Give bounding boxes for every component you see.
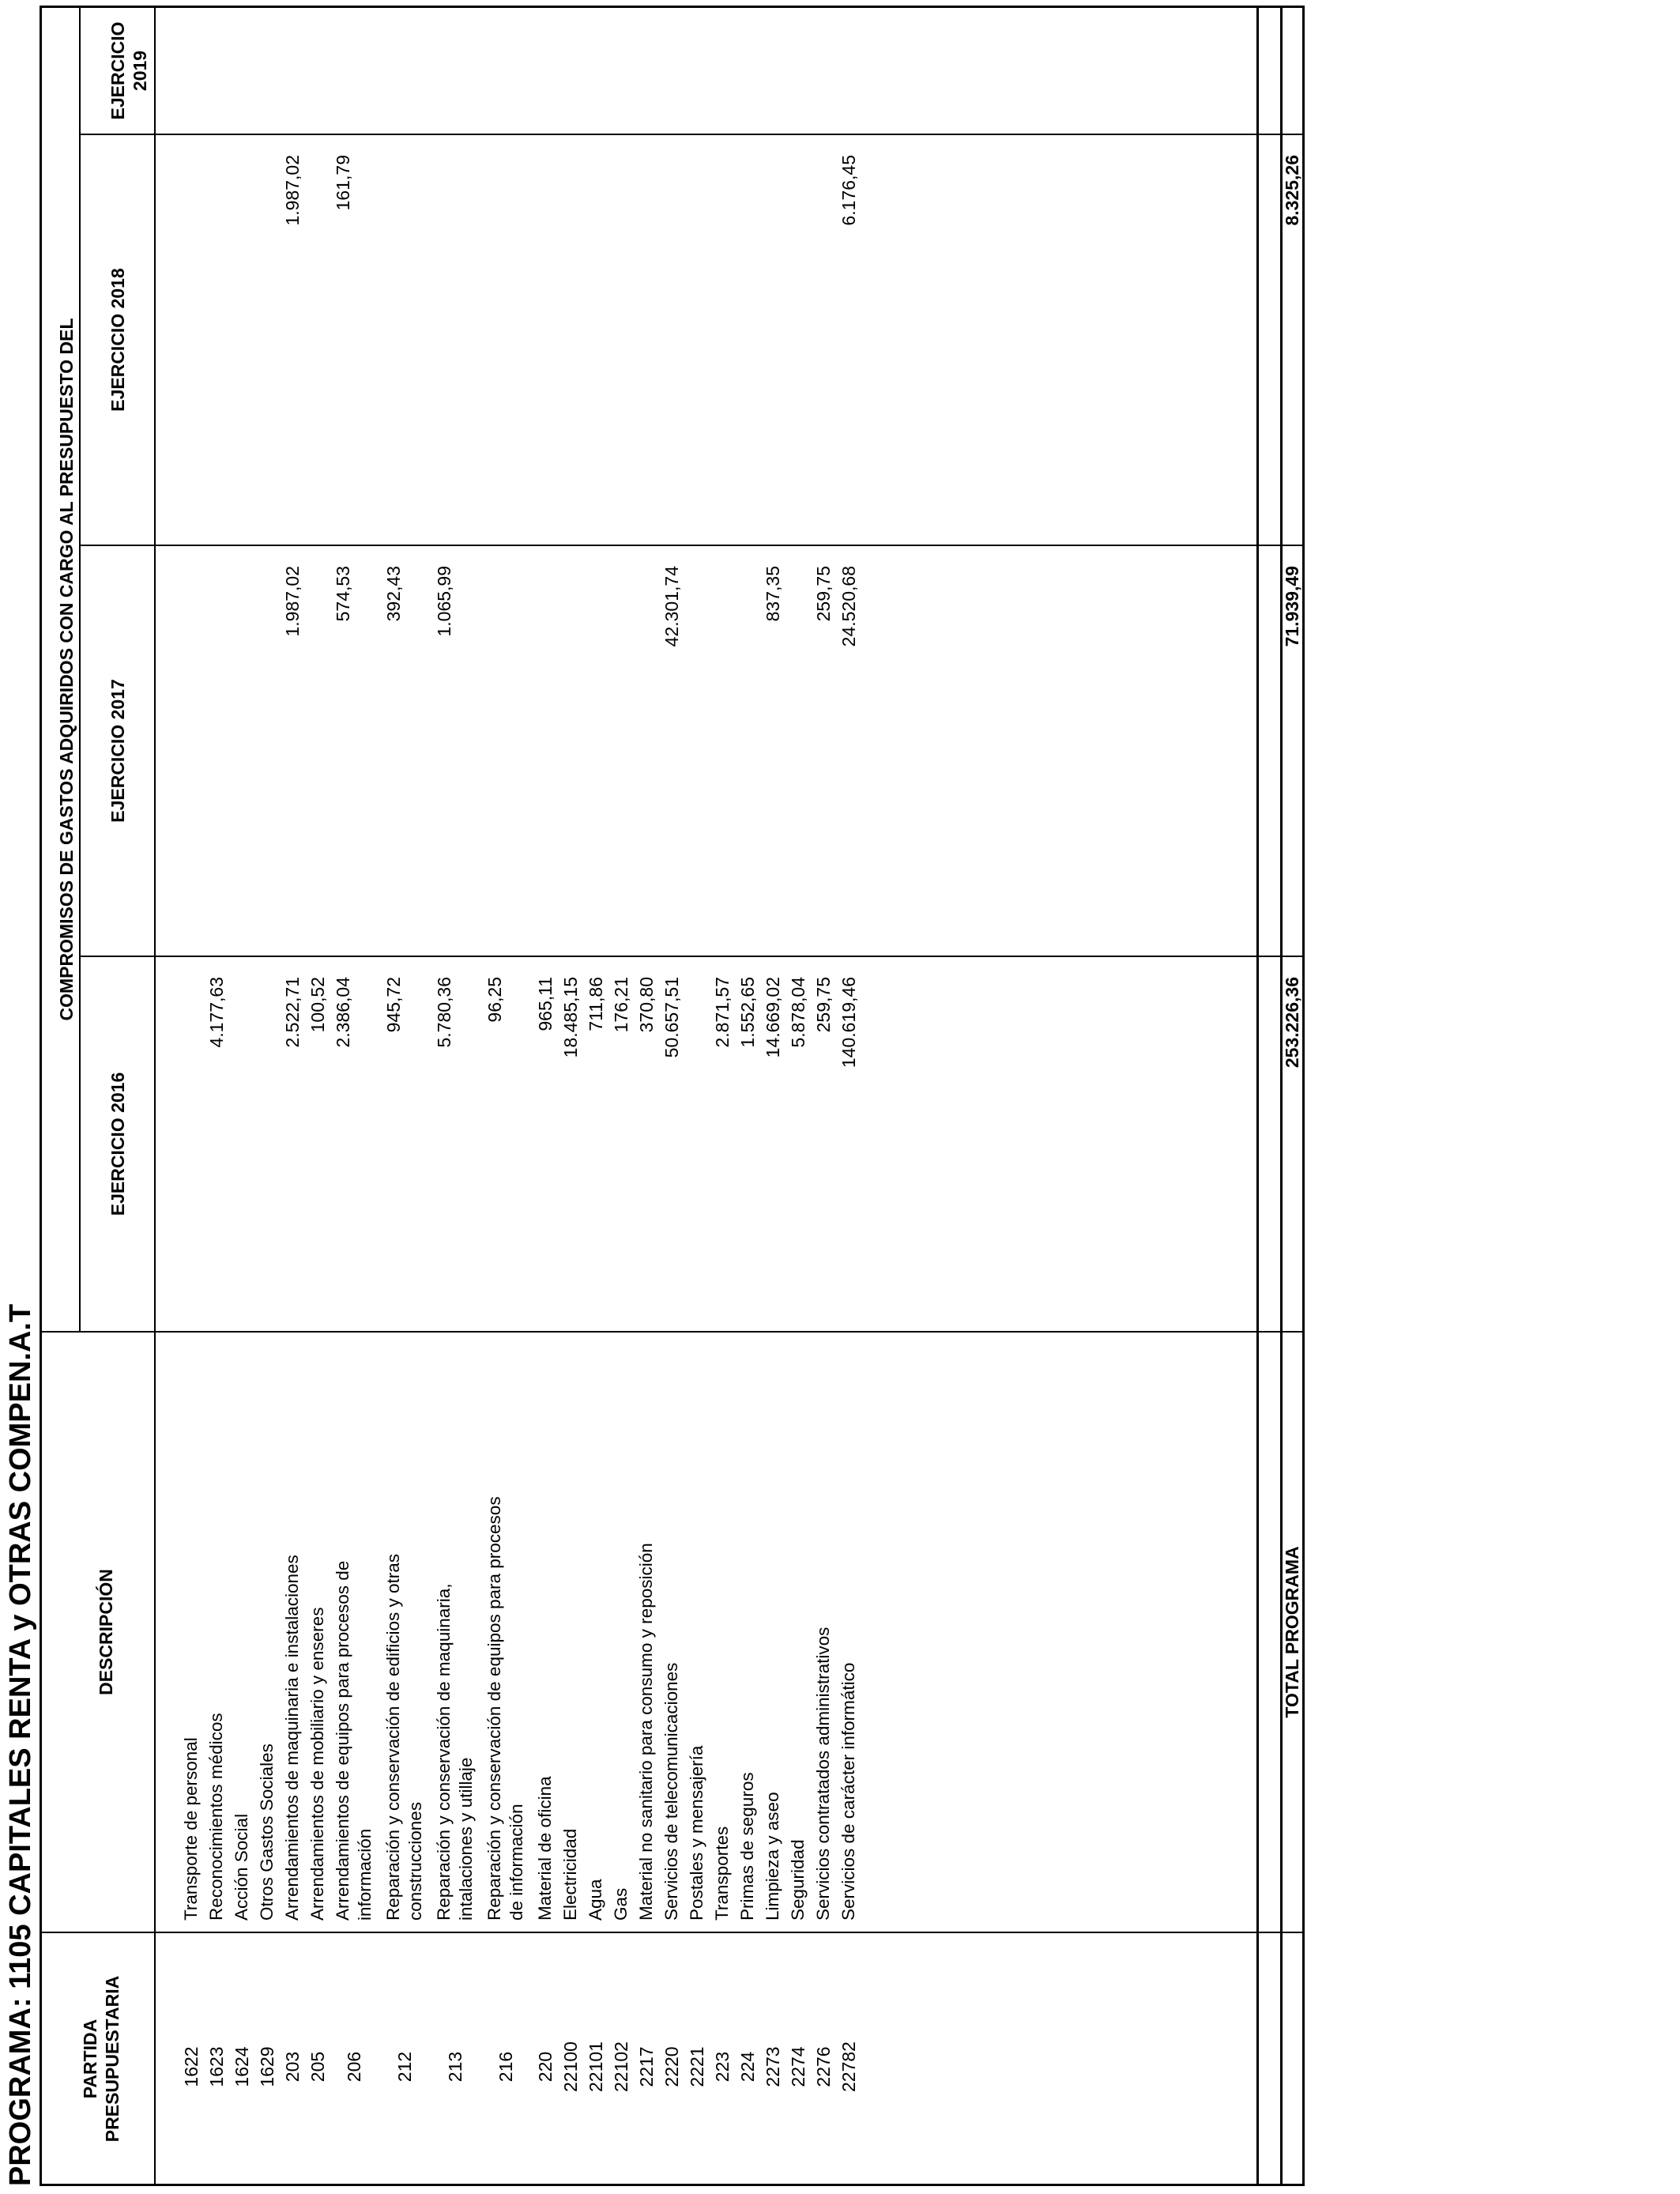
amount-2016: 4.177,63 bbox=[206, 977, 227, 1048]
amount-2016: 96,25 bbox=[484, 977, 505, 1023]
description-line: Primas de seguros bbox=[737, 1772, 757, 1921]
description-line: Acción Social bbox=[232, 1813, 251, 1921]
amount-2018: 161,79 bbox=[333, 155, 353, 211]
description-line: Reconocimientos médicos bbox=[206, 1713, 226, 1921]
description-line: Servicios contratados administrativos bbox=[813, 1627, 833, 1921]
partida-code: 22782 bbox=[838, 2041, 859, 2092]
col-sep-2018 bbox=[79, 134, 1305, 135]
compromisos-underline bbox=[79, 6, 81, 1333]
amount-2016: 259,75 bbox=[813, 977, 834, 1033]
partida-code: 212 bbox=[394, 2051, 415, 2083]
program-title: PROGRAMA: 1105 CAPITALES RENTA y OTRAS COMPEN.A.T bbox=[4, 1303, 37, 2186]
description-line: Transportes bbox=[712, 1826, 732, 1921]
description-line: Reparación y conservación de maquinaria, bbox=[434, 1583, 454, 1921]
amount-2016: 965,11 bbox=[535, 977, 556, 1031]
amount-2018: 6.176,45 bbox=[838, 155, 859, 226]
description-line: intalaciones y utillaje bbox=[456, 1757, 476, 1921]
amount-2016: 945,72 bbox=[383, 977, 404, 1033]
table-top-border bbox=[40, 6, 42, 2186]
total-2018: 8.325,26 bbox=[1282, 155, 1302, 226]
amount-2017: 42.301,74 bbox=[661, 566, 682, 647]
description-line: Electricidad bbox=[560, 1828, 580, 1921]
amount-2016: 2.522,71 bbox=[282, 977, 303, 1048]
description-line: Reparación y conservación de equipos para procesos bbox=[484, 1496, 504, 1921]
table-bottom-border bbox=[1256, 6, 1259, 2186]
partida-code: 216 bbox=[495, 2051, 516, 2083]
header-descripcion: DESCRIPCIÓN bbox=[96, 1569, 116, 1695]
header-partida-line2: PRESUPUESTARIA bbox=[102, 1975, 122, 2143]
description-line: Gas bbox=[611, 1887, 631, 1921]
partida-code: 223 bbox=[712, 2051, 733, 2083]
partida-code: 1622 bbox=[181, 2046, 202, 2087]
description-line: Otros Gastos Sociales bbox=[257, 1744, 277, 1921]
header-partida bbox=[79, 1933, 123, 2185]
amount-2016: 100,52 bbox=[307, 977, 328, 1033]
header-ejercicio-2016: EJERCICIO 2016 bbox=[107, 1072, 128, 1216]
partida-code: 205 bbox=[307, 2051, 328, 2083]
description-line: Material no sanitario para consumo y reposición bbox=[636, 1543, 656, 1921]
partida-code: 213 bbox=[445, 2051, 465, 2083]
description-line: Arrendamientos de maquinaria e instalaciones bbox=[282, 1555, 302, 1921]
header-ejercicio-2018: EJERCICIO 2018 bbox=[107, 268, 128, 412]
amount-2016: 50.657,51 bbox=[661, 977, 682, 1058]
amount-2016: 5.878,04 bbox=[788, 977, 808, 1048]
partida-code: 22100 bbox=[560, 2041, 581, 2092]
amount-2016: 14.669,02 bbox=[763, 977, 783, 1058]
amount-2016: 140.619,46 bbox=[838, 977, 859, 1069]
total-2016: 253.226,36 bbox=[1282, 977, 1302, 1069]
partida-code: 220 bbox=[535, 2051, 556, 2083]
partida-code: 22102 bbox=[611, 2041, 631, 2092]
description-line: Seguridad bbox=[788, 1839, 808, 1921]
description-line: Servicios de telecomunicaciones bbox=[661, 1662, 681, 1921]
partida-code: 1623 bbox=[206, 2046, 227, 2087]
partida-code: 224 bbox=[737, 2051, 758, 2083]
description-line: Arrendamientos de equipos para procesos de bbox=[333, 1560, 352, 1921]
amount-2017: 574,53 bbox=[333, 566, 353, 622]
amount-2016: 5.780,36 bbox=[434, 977, 454, 1048]
amount-2016: 176,21 bbox=[611, 977, 631, 1033]
table-left-border bbox=[40, 2184, 1305, 2186]
description-line: Material de oficina bbox=[535, 1776, 555, 1921]
partida-code: 206 bbox=[344, 2051, 364, 2083]
description-line: Transporte de personal bbox=[181, 1737, 201, 1921]
table-right-border bbox=[40, 6, 1305, 8]
description-line: Limpieza y aseo bbox=[763, 1792, 782, 1921]
description-line: Postales y mensajería bbox=[687, 1745, 706, 1921]
header-compromisos: COMPROMISOS DE GASTOS ADQUIRIDOS CON CARGO AL PRESUPUESTO DEL bbox=[56, 318, 77, 1021]
partida-code: 2273 bbox=[763, 2046, 783, 2087]
partida-code: 22101 bbox=[586, 2041, 606, 2092]
partida-code: 1629 bbox=[257, 2046, 277, 2087]
amount-2016: 2.871,57 bbox=[712, 977, 733, 1048]
amount-2016: 18.485,15 bbox=[560, 977, 581, 1058]
amount-2019 bbox=[281, 0, 303, 107]
description-line: Reparación y conservación de edificios y otras bbox=[383, 1554, 403, 1921]
partida-code: 1624 bbox=[232, 2046, 252, 2087]
col-sep-2017 bbox=[79, 545, 1305, 546]
header-ejercicio-2019: EJERCICIO 2019 bbox=[107, 21, 150, 120]
amount-2016: 711,86 bbox=[586, 977, 606, 1031]
description-line: Agua bbox=[586, 1879, 605, 1921]
description-line: construcciones bbox=[405, 1801, 425, 1921]
amount-2018: 1.987,02 bbox=[282, 155, 303, 226]
partida-code: 2274 bbox=[788, 2046, 808, 2087]
description-line: Servicios de carácter informático bbox=[838, 1662, 858, 1921]
col-sep-partida bbox=[40, 1932, 1305, 1933]
total-2017: 71.939,49 bbox=[1282, 566, 1302, 647]
partida-code: 2276 bbox=[813, 2046, 834, 2087]
amount-2017: 1.065,99 bbox=[434, 566, 454, 637]
header-partida-line1: PARTIDA bbox=[80, 2019, 100, 2099]
amount-2017: 259,75 bbox=[813, 566, 834, 622]
partida-code: 203 bbox=[282, 2051, 303, 2083]
amount-2017: 392,43 bbox=[383, 566, 404, 622]
amount-2016: 1.552,65 bbox=[737, 977, 758, 1048]
amount-2017: 837,35 bbox=[763, 566, 783, 622]
total-label: TOTAL PROGRAMA bbox=[1282, 1546, 1302, 1718]
amount-2017: 1.987,02 bbox=[282, 566, 303, 637]
header-ejercicio-2017: EJERCICIO 2017 bbox=[107, 679, 128, 823]
amount-2016: 370,80 bbox=[636, 977, 657, 1033]
amount-2017: 24.520,68 bbox=[838, 566, 859, 647]
col-sep-2016 bbox=[79, 956, 1305, 957]
description-line: de información bbox=[507, 1804, 526, 1921]
partida-code: 2221 bbox=[687, 2046, 707, 2087]
header-bottom-border bbox=[154, 6, 156, 2186]
description-line: información bbox=[355, 1828, 375, 1921]
partida-code: 2220 bbox=[661, 2046, 682, 2087]
total-bottom-border bbox=[1302, 6, 1305, 2186]
partida-code: 2217 bbox=[636, 2046, 657, 2087]
description-line: Arrendamientos de mobiliario y enseres bbox=[307, 1607, 327, 1921]
amount-2016: 2.386,04 bbox=[333, 977, 353, 1048]
